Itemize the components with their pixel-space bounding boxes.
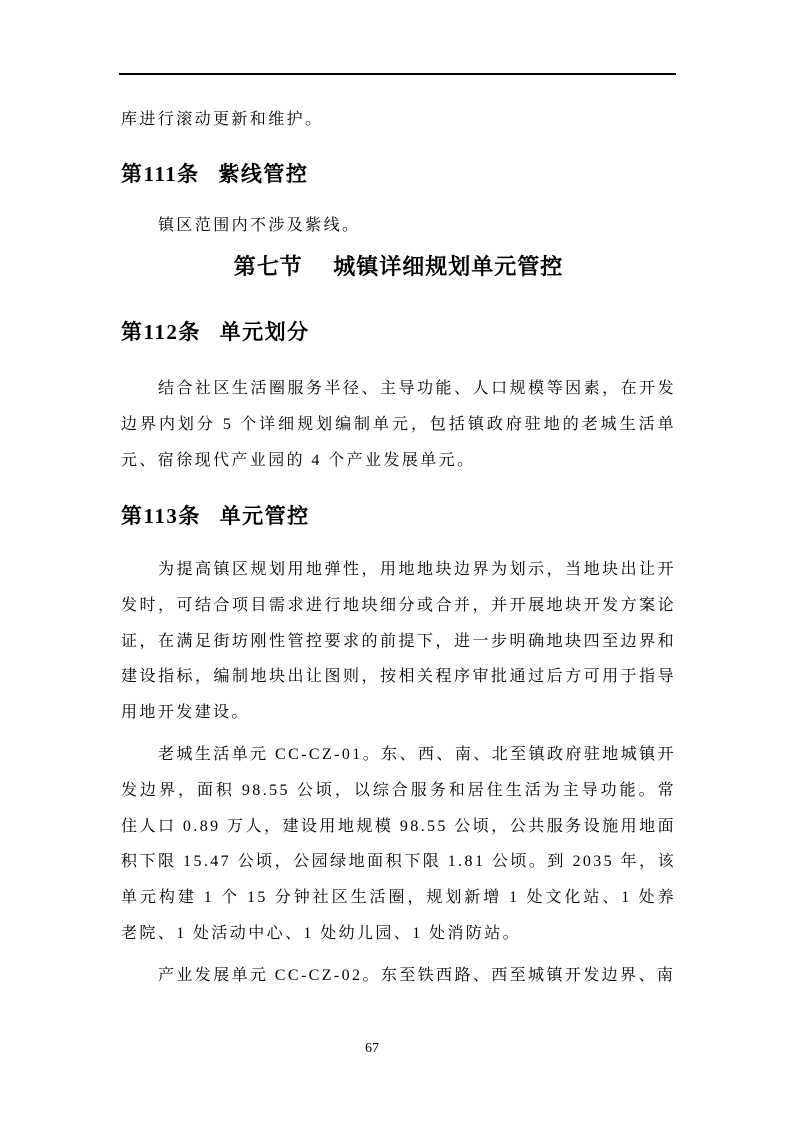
header-rule: [119, 73, 676, 75]
article-111-heading: [121, 159, 308, 189]
section-7-number: 第七节: [233, 254, 303, 279]
continuation-paragraph: 库进行滚动更新和维护。: [121, 111, 324, 128]
article-111-number: 第111条: [121, 162, 200, 186]
article-113-paragraph-3: 产业发展单元 CC-CZ-02。东至铁西路、西至城镇开发边界、南: [158, 967, 676, 984]
article-113-paragraph-2: 老城生活单元 CC-CZ-01。东、西、南、北至镇政府驻地城镇开发边界，面积 98.55 公顷，以综合服务和居住生活为主导功能。常住人口 0.89 万人，建设用地规模 98.55 公顷，公共服务设施用地面积下限 15.47 公顷，公园绿地面积下限 1.81 公顷。到 2035 年，该单元构建 1 个 15 分钟社区生活圈，规划新增 1 处文化站、1 处养老院、1 处活动中心、1 处幼儿园、1 处消防站。: [121, 746, 676, 942]
section-7-title: 城镇详细规划单元管控: [333, 254, 564, 279]
article-113-paragraph-1: 为提高镇区规划用地弹性，用地地块边界为划示，当地块出让开发时，可结合项目需求进行地块细分或合并，并开展地块开发方案论证，在满足街坊刚性管控要求的前提下，进一步明确地块四至边界和建设指标，编制地块出让图则，按相关程序审批通过后方可用于指导用地开发建设。: [121, 561, 676, 722]
article-112-heading: [121, 317, 310, 347]
article-111-paragraph: 镇区范围内不涉及紫线。: [158, 217, 361, 234]
article-112-title: 单元划分: [219, 320, 310, 344]
article-113-title: 单元管控: [219, 504, 310, 528]
article-113-number: 第113条: [121, 504, 201, 528]
section-7-heading: [121, 252, 676, 282]
article-111-title: 紫线管控: [218, 162, 309, 186]
article-112-paragraph: 结合社区生活圈服务半径、主导功能、人口规模等因素，在开发边界内划分 5 个详细规划编制单元，包括镇政府驻地的老城生活单元、宿徐现代产业园的 4 个产业发展单元。: [121, 380, 676, 469]
article-113-heading: [121, 501, 310, 531]
page-number: 67: [365, 1041, 379, 1056]
article-112-number: 第112条: [121, 320, 201, 344]
